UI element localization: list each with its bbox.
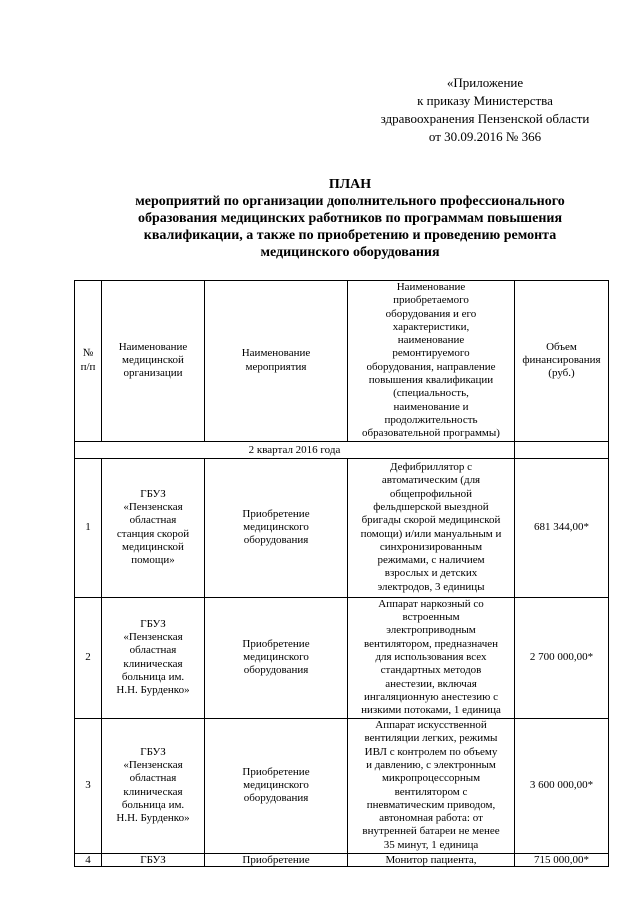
row-organization (102, 597, 205, 718)
cell-line: вентилятором с (394, 785, 468, 798)
appendix-line: к приказу Министерства (417, 93, 553, 108)
cell-line: 35 минут, 1 единица (383, 838, 479, 851)
table-header-row (75, 281, 609, 442)
row-number: 2 (75, 597, 102, 718)
cell-line: внутренней батареи не менее (362, 825, 500, 838)
cell-line: Н.Н. Бурденко» (116, 812, 190, 825)
cell-line: Аппарат наркозный со (378, 597, 484, 610)
cell-line: низкими потоками, 1 единица (361, 704, 501, 717)
row-funding: 681 344,00* (515, 458, 609, 597)
cell-line: ИВЛ с контролем по объему (364, 745, 498, 758)
appendix-line: «Приложение (446, 75, 524, 90)
row-number: 4 (75, 853, 102, 866)
table-row (75, 597, 609, 718)
row-organization (102, 853, 205, 866)
cell-line: Приобретение (242, 765, 310, 778)
cell-line: автономная работа: от (379, 812, 483, 825)
cell-line: синхронизированным (379, 540, 483, 553)
row-event (205, 718, 348, 853)
table-row (75, 458, 609, 597)
cell-line: Объем (546, 340, 577, 353)
table-row (75, 718, 609, 853)
cell-line: помощи) и/или мануальным и (360, 527, 502, 540)
plan-heading (80, 176, 620, 261)
cell-line: областная (129, 514, 177, 527)
cell-line: Монитор пациента, (385, 853, 477, 866)
cell-line: оборудования и его (385, 307, 477, 320)
plan-title: ПЛАН (328, 177, 372, 192)
cell-line: (специальность, (393, 387, 469, 400)
cell-line: Аппарат искусственной (375, 719, 487, 732)
row-equipment (348, 853, 515, 866)
plan-subtitle-line: квалификации, а также по приобретению и проведению ремонта (143, 228, 557, 243)
cell-line: медицинской (122, 354, 184, 367)
row-equipment (348, 718, 515, 853)
cell-line: общепрофильной (389, 487, 473, 500)
plan-subtitle-line: образования медицинских работников по программам повышения (137, 211, 563, 226)
header-organization (102, 281, 205, 442)
cell-line: встроенным (402, 611, 460, 624)
cell-line: вентилятором, предназначен (363, 637, 499, 650)
cell-line: финансирования (522, 354, 601, 367)
cell-line: стандартных методов (380, 664, 482, 677)
row-organization (102, 458, 205, 597)
cell-line: оборудования (243, 792, 309, 805)
cell-line: электроприводным (386, 624, 476, 637)
cell-line: автоматическим (для (381, 474, 481, 487)
cell-line: бригады скорой медицинской (361, 514, 501, 527)
period-row (75, 441, 609, 458)
cell-line: № (82, 347, 94, 360)
cell-line: ремонтируемого (392, 347, 470, 360)
cell-line: «Пензенская (123, 630, 183, 643)
period-label: 2 квартал 2016 года (75, 441, 515, 458)
header-funding (515, 281, 609, 442)
cell-line: наименование и (393, 400, 469, 413)
cell-line: ГБУЗ (140, 487, 166, 500)
cell-line: мероприятия (245, 360, 307, 373)
cell-line: «Пензенская (123, 758, 183, 771)
cell-line: больница им. (121, 798, 185, 811)
row-funding: 3 600 000,00* (515, 718, 609, 853)
cell-line: продолжительность (384, 413, 478, 426)
row-equipment (348, 458, 515, 597)
cell-line: Приобретение (242, 853, 310, 866)
cell-line: и давлению, с электронным (366, 758, 496, 771)
cell-line: взрослых и детских (384, 567, 478, 580)
row-number: 1 (75, 458, 102, 597)
cell-line: «Пензенская (123, 500, 183, 513)
cell-line: помощи» (131, 554, 175, 567)
cell-line: вентиляции легких, режимы (364, 732, 498, 745)
cell-line: Н.Н. Бурденко» (116, 684, 190, 697)
cell-line: электродов, 3 единицы (377, 580, 485, 593)
cell-line: Приобретение (242, 637, 310, 650)
row-funding: 2 700 000,00* (515, 597, 609, 718)
row-event (205, 597, 348, 718)
row-organization (102, 718, 205, 853)
cell-line: медицинского (243, 778, 309, 791)
cell-line: Наименование (241, 347, 311, 360)
table-row (75, 853, 609, 866)
cell-line: (руб.) (548, 367, 575, 380)
row-funding: 715 000,00* (515, 853, 609, 866)
cell-line: оборудования, направление (366, 360, 496, 373)
cell-line: больница им. (121, 670, 185, 683)
row-equipment (348, 597, 515, 718)
header-event (205, 281, 348, 442)
cell-line: образовательной программы) (362, 427, 500, 440)
cell-line: п/п (80, 360, 96, 373)
cell-line: Дефибриллятор с (390, 461, 472, 474)
cell-line: клиническая (123, 785, 183, 798)
cell-line: станция скорой (116, 527, 190, 540)
cell-line: медицинского (243, 650, 309, 663)
cell-line: фельдшерской выездной (373, 500, 489, 513)
cell-line: оборудования (243, 534, 309, 547)
appendix-line: здравоохранения Пензенской области (380, 111, 590, 126)
cell-line: организации (123, 367, 183, 380)
plan-subtitle-line: мероприятий по организации дополнительного профессионального (135, 194, 565, 209)
cell-line: медицинской (122, 540, 184, 553)
cell-line: медицинского (243, 520, 309, 533)
row-event (205, 853, 348, 866)
cell-line: приобретаемого (393, 294, 469, 307)
cell-line: оборудования (243, 664, 309, 677)
cell-line: повышения квалификации (368, 374, 494, 387)
cell-line: анестезии, включая (385, 677, 477, 690)
appendix-note (360, 74, 610, 146)
cell-line: пневматическим приводом, (366, 798, 496, 811)
cell-line: для использования всех (375, 650, 487, 663)
appendix-line: от 30.09.2016 № 366 (428, 129, 542, 144)
period-empty-cell (515, 441, 609, 458)
cell-line: наименование (397, 334, 465, 347)
cell-line: Приобретение (242, 507, 310, 520)
row-event (205, 458, 348, 597)
cell-line: областная (129, 644, 177, 657)
cell-line: режимами, с наличием (377, 554, 485, 567)
cell-line: ГБУЗ (140, 745, 166, 758)
cell-line: областная (129, 772, 177, 785)
cell-line: ингаляционную анестезию с (363, 690, 499, 703)
cell-line: Наименование (396, 281, 466, 293)
row-number: 3 (75, 718, 102, 853)
cell-line: Наименование (118, 340, 188, 353)
header-number (75, 281, 102, 442)
cell-line: клиническая (123, 657, 183, 670)
cell-line: характеристики, (392, 320, 470, 333)
header-equipment (348, 281, 515, 442)
plan-subtitle-line: медицинского оборудования (260, 245, 440, 260)
cell-line: ГБУЗ (140, 853, 166, 866)
cell-line: микропроцессорным (381, 772, 481, 785)
cell-line: ГБУЗ (140, 617, 166, 630)
plan-table (74, 280, 609, 867)
